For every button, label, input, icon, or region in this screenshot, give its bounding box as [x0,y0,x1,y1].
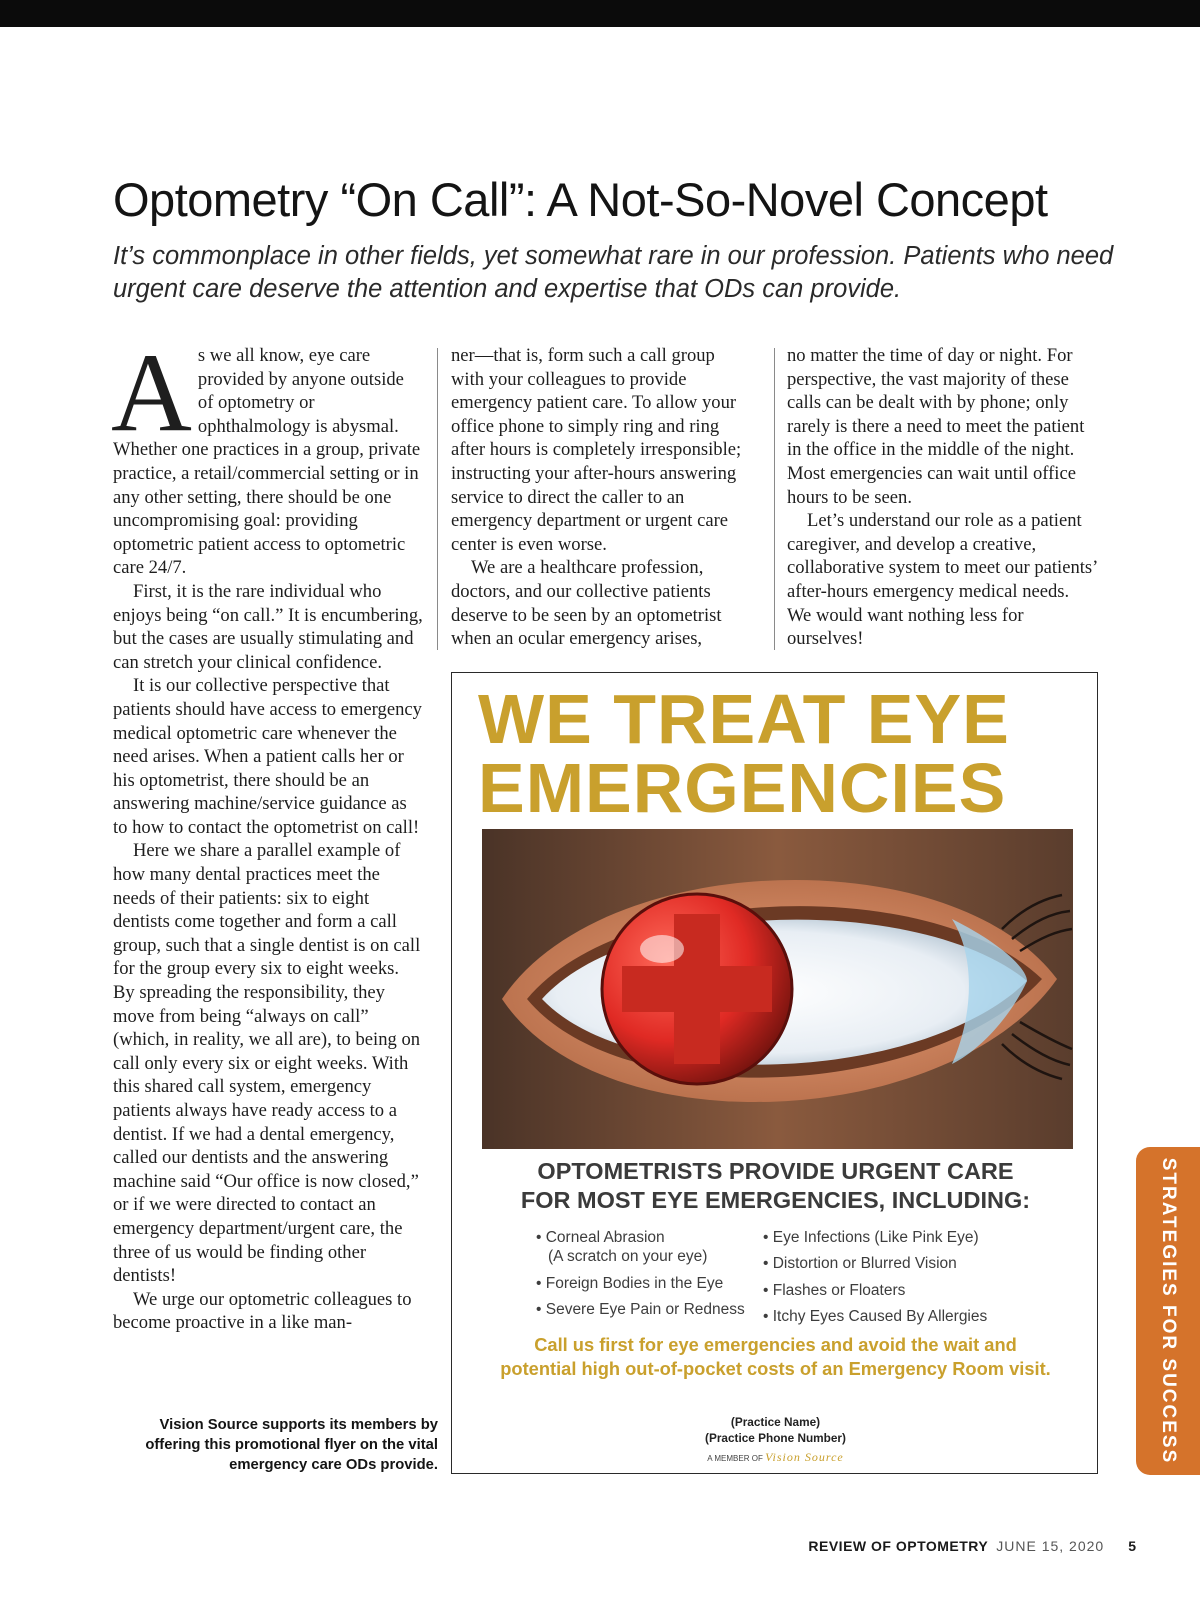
flyer-bullet: • Flashes or Floaters [763,1282,906,1299]
column-divider [774,348,775,650]
flyer-bullet: • Foreign Bodies in the Eye [536,1275,724,1292]
article-subtitle: It’s commonplace in other fields, yet somewhat rare in our profession. Patients who need urgent care deserve the attention and expertise that ODs can provide. [113,242,1114,303]
article-column-3 [787,344,1097,651]
flyer-headline-line2: EMERGENCIES [478,749,1007,827]
member-of-line [452,1451,1099,1465]
section-tab-label: STRATEGIES FOR SUCCESS [1158,1157,1179,1465]
flyer-call-to-action-line2: potential high out-of-pocket costs of an Emergency Room visit. [500,1358,1051,1379]
practice-phone: (Practice Phone Number) [705,1431,846,1445]
article-paragraph: no matter the time of day or night. For perspective, the vast majority of these calls can be dealt with by phone; only rarely is there a need to meet the patient in the office in the middle of the night. Most emergencies can wait until office hours to be seen. [787,345,1085,508]
paragraph-text: s we all know, eye care provided by anyone outside of optometry or ophthalmology is abysmal. Whether one practices in a group, private practice, a retail/commercial setting or in any other setting, there should be one uncompromising goal: providing optometric patient access to optometric care 24/7. [113,345,421,579]
article-paragraph: Here we share a parallel example of how many dental practices meet the needs of their patients: six to eight dentists come together and form a call group, such that a single dentist is on call for the group every six to eight weeks. By spreading the responsibility, they move from being “always on call” (which, in reality, we all are), to being on call only every six or eight weeks. With this shared call system, emergency patients always have ready access to a dentist. If we had a dental emergency, called our dentists and the answering machine said “Our office is now closed,” or if we were directed to contact an emergency department/urgent care, the three of us would be finding other dentists! [113,840,421,1287]
section-tab [1136,1147,1200,1475]
article-column-1 [111,331,423,1335]
flyer-bullet: • Distortion or Blurred Vision [763,1255,957,1272]
flyer-subhead-line1: OPTOMETRISTS PROVIDE URGENT CARE [537,1158,1014,1184]
article-paragraph: It is our collective perspective that patients should have access to emergency medical optometric care whenever the need arises. When a patient calls her or his optometrist, there should be an answering machine/service guidance as to how to contact the optometrist on call! [113,675,422,838]
flyer-bullet: • Severe Eye Pain or Redness [536,1301,745,1318]
article-paragraph: We are a healthcare profession, doctors, and our collective patients deserve to be seen by an optometrist when an ocular emergency arises, [451,557,722,650]
member-of-text: A MEMBER OF [707,1454,763,1463]
article-paragraph [111,331,423,580]
page-footer [700,1538,1136,1554]
publication-name: REVIEW OF OPTOMETRY [808,1538,989,1554]
drop-cap: A [111,331,192,455]
flyer-bullet-note: (A scratch on your eye) [548,1248,708,1265]
article-title: Optometry “On Call”: A Not-So-Novel Concept [113,173,1048,226]
flyer-caption: Vision Source supports its members by offering this promotional flyer on the vital emergency care ODs provide. [145,1417,438,1473]
flyer-call-to-action-line1: Call us first for eye emergencies and avoid the wait and [534,1334,1017,1355]
issue-date: JUNE 15, 2020 [996,1538,1105,1554]
flyer-bullet: • Eye Infections (Like Pink Eye) [763,1229,979,1246]
flyer-headline-line1: WE TREAT EYE [478,680,1010,758]
flyer-bullet: • Corneal Abrasion [536,1229,665,1246]
top-bar [0,0,1200,27]
flyer-subhead-line2: FOR MOST EYE EMERGENCIES, INCLUDING: [520,1187,1031,1213]
column-divider [437,348,438,650]
practice-name: (Practice Name) [730,1415,821,1429]
vision-source-logo: Vision Source [765,1450,844,1464]
promotional-flyer [451,672,1098,1474]
article-paragraph: We urge our optometric colleagues to become proactive in a like man- [113,1288,412,1334]
article-column-2 [451,344,751,651]
article-paragraph: ner—that is, form such a call group with your colleagues to provide emergency patient care. To allow your office phone to simply ring and ring after hours is completely irresponsible; instructing your after-hours answering service to direct the caller to an emergency department or urgent care center is even worse. [451,345,742,555]
flyer-bullet: • Itchy Eyes Caused By Allergies [763,1308,988,1325]
eye-illustration [482,829,1073,1149]
page-number: 5 [1128,1538,1136,1554]
article-paragraph: First, it is the rare individual who enjoys being “on call.” It is encumbering, but the cases are usually stimulating and can stretch your clinical confidence. [113,580,423,673]
article-paragraph: Let’s understand our role as a patient caregiver, and develop a creative, collaborative system to meet our patients’ after-hours emergency medical needs. We would want nothing less for ourselves! [787,510,1097,650]
